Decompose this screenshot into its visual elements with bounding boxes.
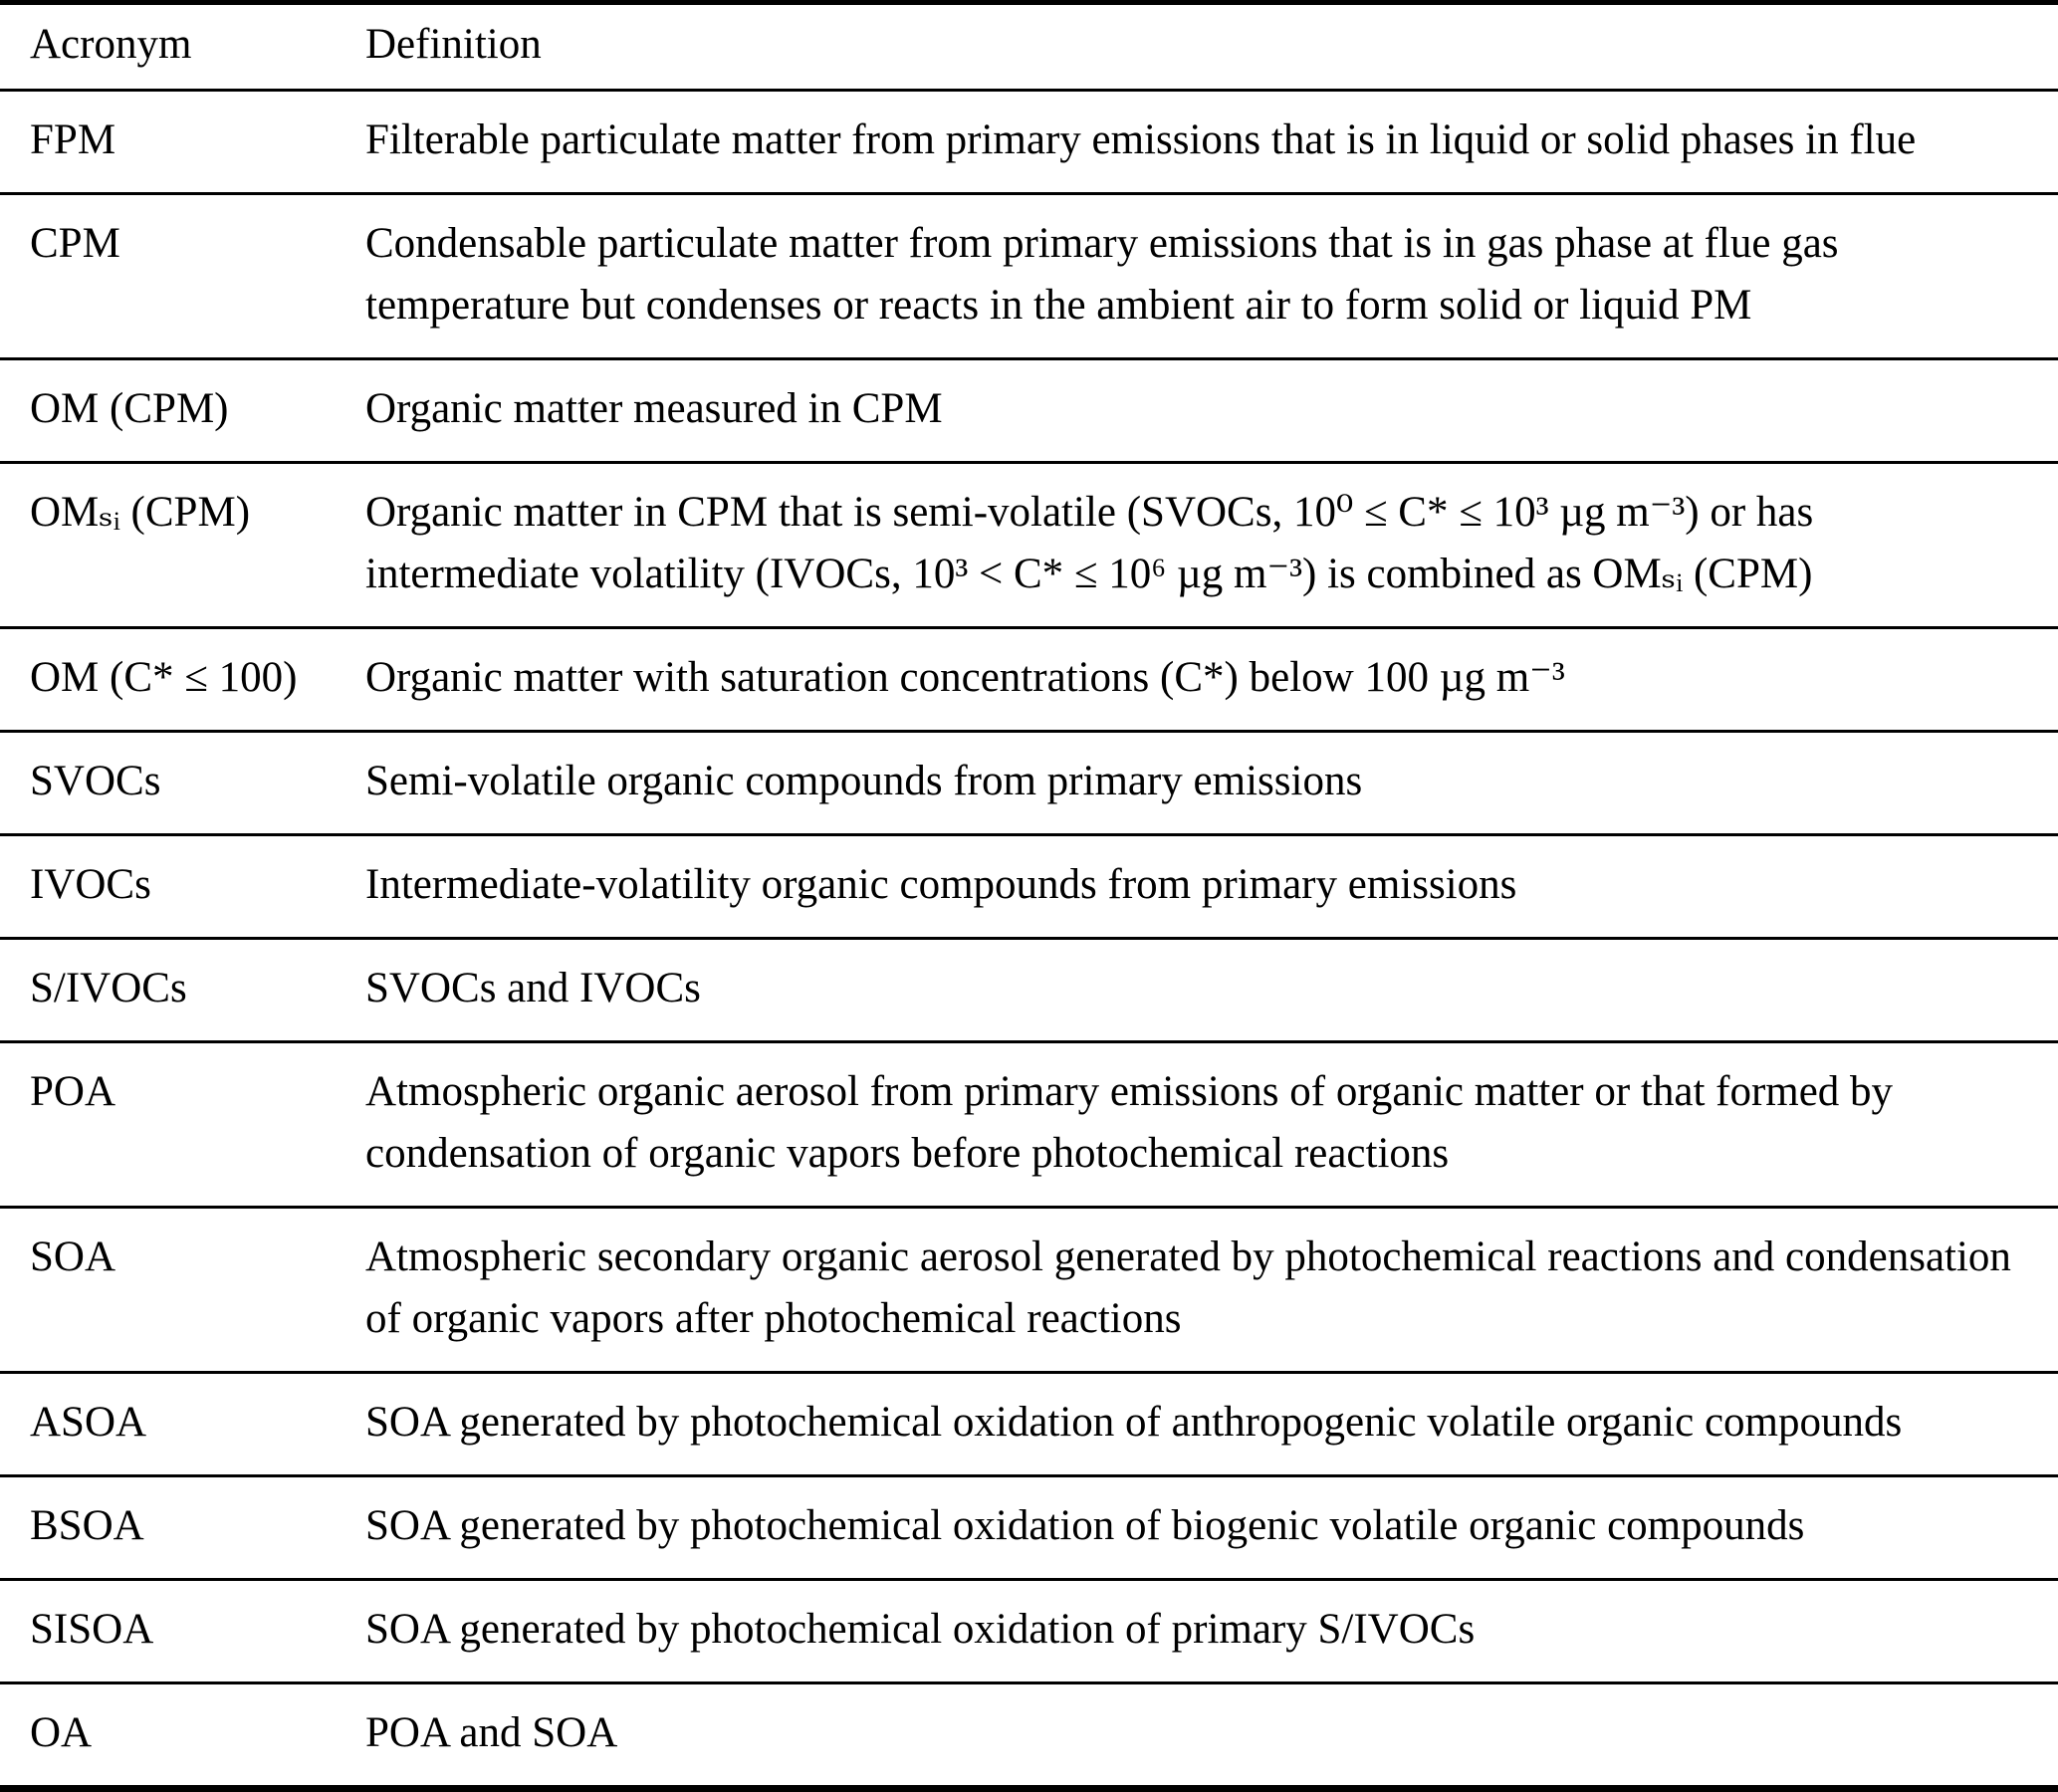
table-header-row: [0, 3, 2058, 91]
definition-cell: Atmospheric secondary organic aerosol generated by photochemical reactions and condensation of organic vapors after photochemical reactions: [365, 1208, 2058, 1373]
table-row: [0, 732, 2058, 835]
definition-column-header: Definition: [365, 3, 2058, 91]
definition-cell: SOA generated by photochemical oxidation of anthropogenic volatile organic compounds: [365, 1373, 2058, 1476]
definition-cell: Organic matter with saturation concentrations (C*) below 100 µg m⁻³: [365, 628, 2058, 732]
definition-cell: Atmospheric organic aerosol from primary emissions of organic matter or that formed by condensation of organic vapors before photochemical reactions: [365, 1042, 2058, 1208]
acronym-cell: BSOA: [0, 1476, 365, 1580]
table-row: [0, 1208, 2058, 1373]
definition-cell: SOA generated by photochemical oxidation of biogenic volatile organic compounds: [365, 1476, 2058, 1580]
table-row: [0, 359, 2058, 463]
definition-cell: POA and SOA: [365, 1683, 2058, 1789]
acronym-cell: CPM: [0, 194, 365, 359]
table-row: [0, 194, 2058, 359]
table-row: [0, 835, 2058, 939]
table-row: [0, 939, 2058, 1042]
definition-cell: SVOCs and IVOCs: [365, 939, 2058, 1042]
table-row: [0, 1580, 2058, 1683]
acronym-cell: OM (CPM): [0, 359, 365, 463]
definition-cell: Organic matter in CPM that is semi-volatile (SVOCs, 10⁰ ≤ C* ≤ 10³ µg m⁻³) or has intermediate volatility (IVOCs, 10³ < C* ≤ 10⁶ µg m⁻³) is combined as OMₛᵢ (CPM): [365, 463, 2058, 628]
acronym-cell: OM (C* ≤ 100): [0, 628, 365, 732]
table-row: [0, 1373, 2058, 1476]
definition-cell: Semi-volatile organic compounds from primary emissions: [365, 732, 2058, 835]
definition-cell: Organic matter measured in CPM: [365, 359, 2058, 463]
acronym-cell: S/IVOCs: [0, 939, 365, 1042]
acronym-cell: OA: [0, 1683, 365, 1789]
definition-cell: Intermediate-volatility organic compounds from primary emissions: [365, 835, 2058, 939]
acronym-cell: SVOCs: [0, 732, 365, 835]
acronym-cell: OMₛᵢ (CPM): [0, 463, 365, 628]
definition-cell: Condensable particulate matter from primary emissions that is in gas phase at flue gas temperature but condenses or reacts in the ambient air to form solid or liquid PM: [365, 194, 2058, 359]
table-row: [0, 1042, 2058, 1208]
definition-cell: Filterable particulate matter from primary emissions that is in liquid or solid phases in flue: [365, 91, 2058, 194]
table-row: [0, 1683, 2058, 1789]
acronym-column-header: Acronym: [0, 3, 365, 91]
table-row: [0, 628, 2058, 732]
table-row: [0, 91, 2058, 194]
table-row: [0, 463, 2058, 628]
acronym-cell: POA: [0, 1042, 365, 1208]
acronym-cell: ASOA: [0, 1373, 365, 1476]
acronym-cell: IVOCs: [0, 835, 365, 939]
definition-cell: SOA generated by photochemical oxidation of primary S/IVOCs: [365, 1580, 2058, 1683]
acronym-cell: SISOA: [0, 1580, 365, 1683]
table-row: [0, 1476, 2058, 1580]
acronym-cell: SOA: [0, 1208, 365, 1373]
acronym-cell: FPM: [0, 91, 365, 194]
